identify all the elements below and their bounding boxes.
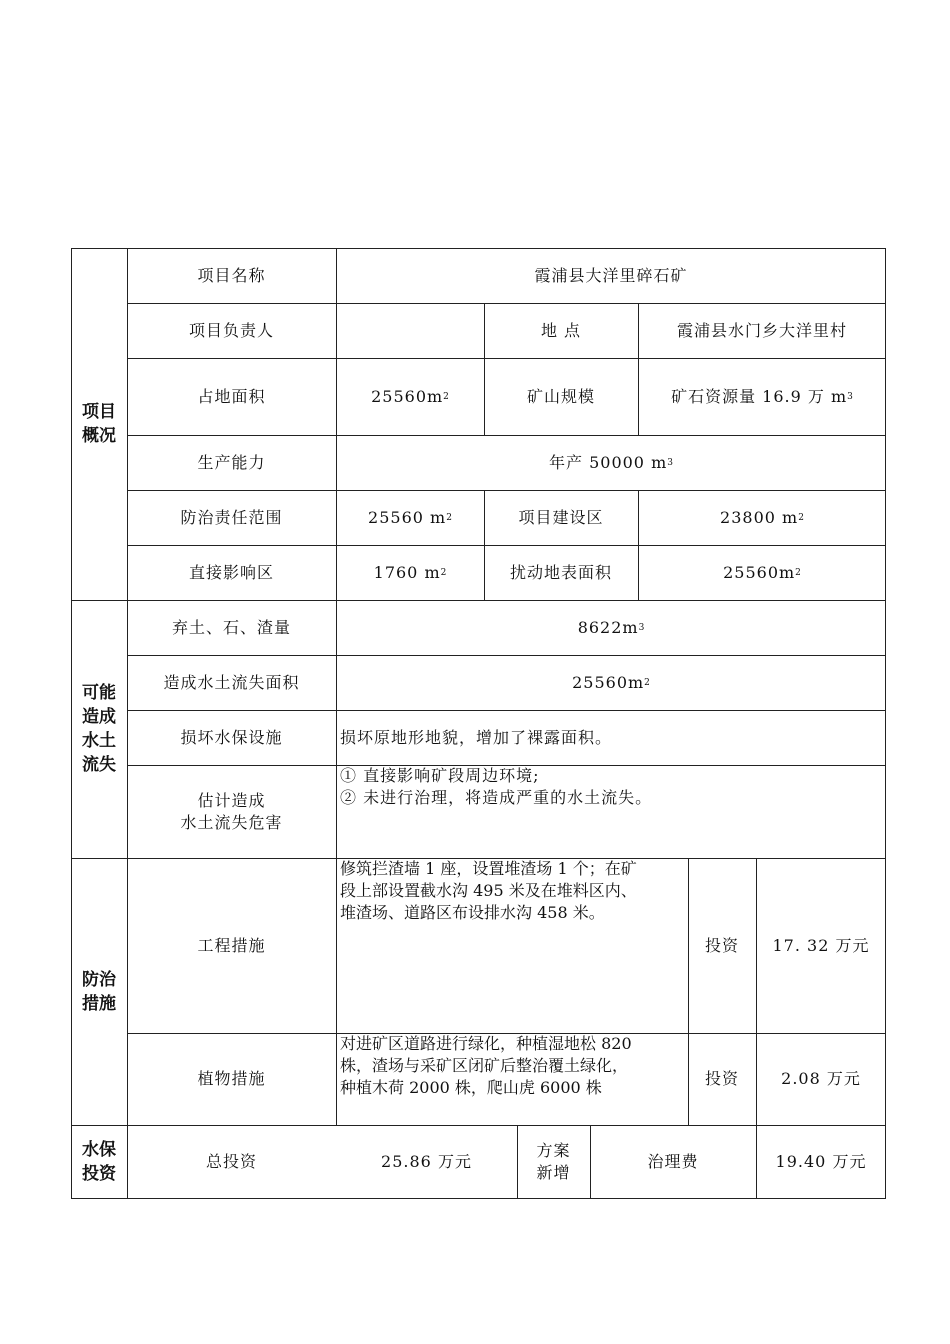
engineering-measures-label: 工程措施 — [197, 935, 266, 955]
detail-line: 种植木荷 2000 株，爬山虎 6000 株 — [340, 1078, 602, 1097]
project-leader-label: 项目负责人 — [188, 320, 274, 340]
label-line: 方案 — [536, 1140, 571, 1160]
plan-new-label — [517, 1125, 590, 1198]
land-area-value: 25560m 2 — [371, 386, 449, 406]
construction-area-label: 项目建设区 — [518, 507, 604, 527]
section-overview-label — [71, 248, 127, 600]
land-area-number: 25560m — [371, 386, 444, 406]
mine-scale-value: 矿石资源量 16.9 万 m 3 — [671, 386, 853, 406]
total-investment-label: 总投资 — [205, 1151, 257, 1171]
project-leader-value — [336, 303, 484, 358]
section-label-line: 投资 — [82, 1163, 116, 1184]
section-label-line: 措施 — [82, 993, 116, 1014]
project-name-value: 霞浦县大洋里碎石矿 — [534, 265, 688, 285]
table-border-bottom — [71, 1198, 886, 1199]
label-line: 水土流失危害 — [180, 812, 283, 832]
waste-amount-label: 弃土、石、渣量 — [171, 617, 291, 637]
disturbed-area-value: 25560m 2 — [723, 562, 801, 582]
section-loss-label — [71, 600, 127, 858]
detail-line: 修筑拦渣墙 1 座，设置堆渣场 1 个；在矿 — [340, 859, 637, 878]
resp-range-value: 25560 m 2 — [368, 507, 452, 527]
plant-invest-value: 2.08 万元 — [781, 1069, 861, 1088]
treatment-fee-value: 19.40 万元 — [775, 1151, 867, 1171]
land-area-label: 占地面积 — [197, 386, 266, 406]
label-line: 新增 — [536, 1162, 571, 1182]
capacity-text: 年产 50000 m — [549, 452, 668, 472]
capacity-label: 生产能力 — [197, 452, 266, 472]
resp-range-number: 25560 m — [368, 507, 447, 527]
plant-measures-detail — [336, 1033, 688, 1125]
location-value: 霞浦县水门乡大洋里村 — [676, 320, 847, 340]
total-investment-value: 25.86 万元 — [381, 1151, 472, 1171]
mine-scale-text: 矿石资源量 16.9 万 m — [671, 386, 848, 406]
harm-item: ① 直接影响矿段周边环境; — [340, 766, 540, 785]
section-label-line: 概况 — [82, 426, 116, 446]
engineering-invest-value: 17. 32 万元 — [772, 935, 870, 955]
location-label: 地 点 — [540, 320, 582, 340]
loss-area-number: 25560m — [572, 672, 645, 692]
section-investment-label — [71, 1125, 127, 1198]
estimated-harm-label — [127, 765, 336, 858]
mine-scale-label: 矿山规模 — [526, 386, 595, 406]
construction-area-value: 23800 m 2 — [720, 507, 804, 527]
water-conservation-table — [71, 248, 886, 1199]
section-label-line: 项目 — [82, 402, 116, 422]
section-measures-label — [71, 858, 127, 1125]
loss-area-label: 造成水土流失面积 — [163, 672, 300, 692]
direct-impact-value: 1760 m 2 — [373, 562, 447, 582]
waste-amount-number: 8622m — [577, 617, 639, 637]
damaged-facilities-label: 损坏水保设施 — [180, 727, 283, 747]
treatment-fee-label: 治理费 — [647, 1151, 699, 1171]
loss-area-value: 25560m 2 — [572, 672, 650, 692]
section-label-line: 可能 — [82, 683, 116, 703]
capacity-value: 年产 50000 m 3 — [549, 452, 673, 472]
detail-line: 段上部设置截水沟 495 米及在堆料区内、 — [340, 881, 637, 900]
section-label-line: 造成 — [82, 707, 116, 727]
section-label-line: 防治 — [82, 969, 116, 990]
project-name-label: 项目名称 — [197, 265, 266, 285]
waste-amount-value: 8622m 3 — [577, 617, 645, 637]
construction-area-number: 23800 m — [720, 507, 799, 527]
section-label-line: 水土 — [82, 731, 116, 751]
engineering-invest-label: 投资 — [704, 935, 739, 955]
section-label-line: 水保 — [82, 1139, 116, 1160]
plant-invest-label: 投资 — [704, 1069, 739, 1088]
direct-impact-number: 1760 m — [373, 562, 441, 582]
estimated-harm-value — [336, 765, 886, 858]
disturbed-area-number: 25560m — [723, 562, 796, 582]
resp-range-label: 防治责任范围 — [180, 507, 283, 527]
detail-line: 堆渣场、道路区布设排水沟 458 米。 — [340, 903, 605, 922]
plant-measures-label: 植物措施 — [197, 1069, 266, 1088]
damaged-facilities-value: 损坏原地形地貌，增加了裸露面积。 — [340, 727, 613, 747]
engineering-measures-detail — [336, 858, 688, 1033]
direct-impact-label: 直接影响区 — [188, 562, 274, 582]
detail-line: 株，渣场与采矿区闭矿后整治覆土绿化， — [340, 1056, 629, 1075]
label-line: 估计造成 — [197, 790, 266, 810]
detail-line: 对进矿区道路进行绿化，种植湿地松 820 — [340, 1034, 632, 1053]
disturbed-area-label: 扰动地表面积 — [509, 562, 612, 582]
harm-item: ② 未进行治理，将造成严重的水土流失。 — [340, 788, 653, 807]
section-label-line: 流失 — [82, 755, 116, 775]
